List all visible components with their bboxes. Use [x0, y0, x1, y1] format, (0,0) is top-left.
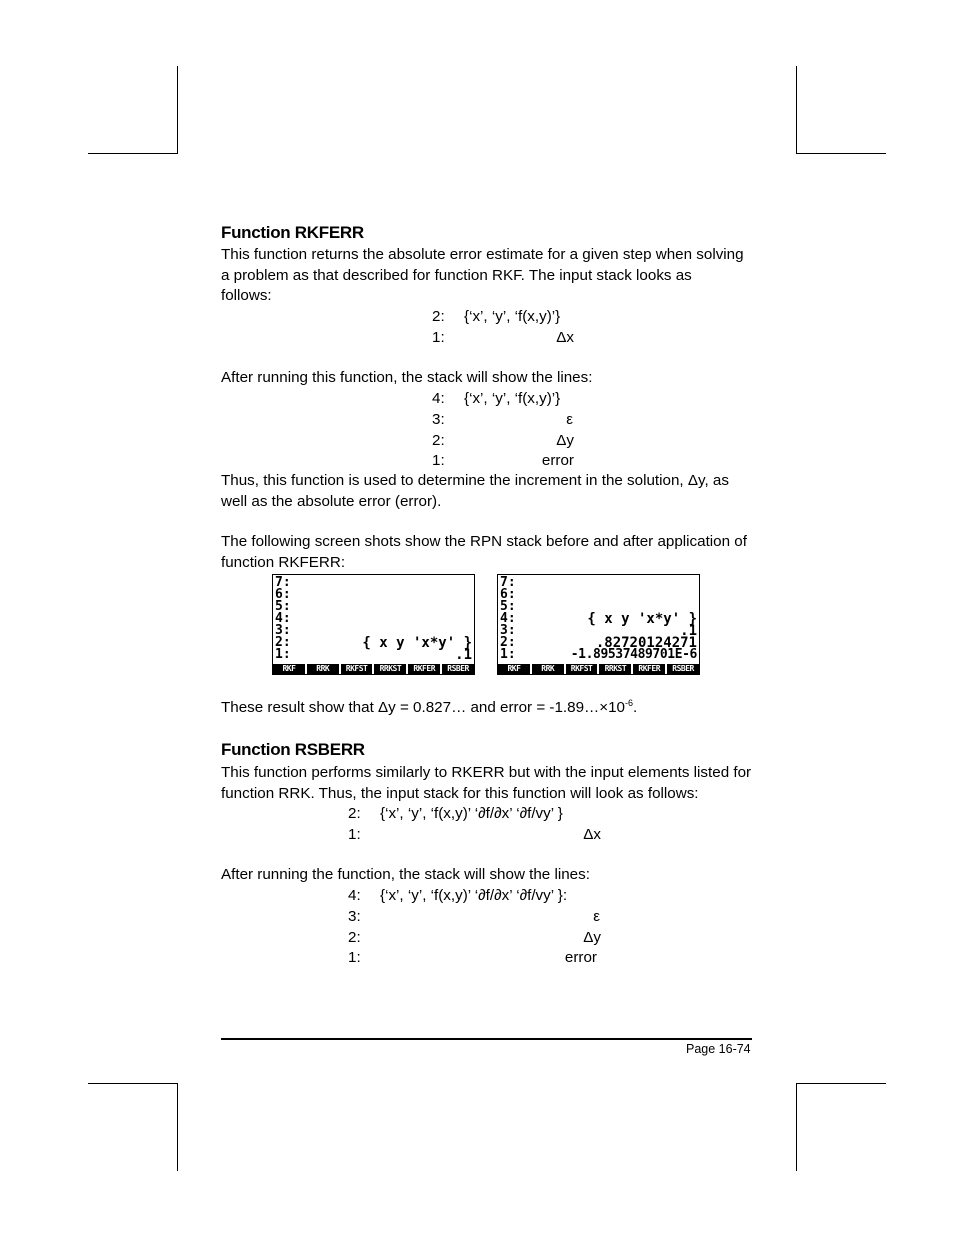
- stack-value: Δx: [556, 329, 574, 346]
- stack-level: 2:: [432, 308, 445, 325]
- screen-row: 4:: [500, 611, 516, 626]
- stack-level: 3:: [432, 411, 445, 428]
- crop-mark: [177, 66, 178, 154]
- softkey-rkf[interactable]: RKF: [273, 664, 305, 674]
- section-heading-rkferr: Function RKFERR: [221, 223, 364, 242]
- softkey-rkf[interactable]: RKF: [498, 664, 530, 674]
- text-line: a problem as that described for function RKF. The input stack looks as: [221, 266, 692, 284]
- screen-value: { x y 'x*y' }: [587, 611, 697, 627]
- text-line: This function returns the absolute error estimate for a given step when solving: [221, 246, 744, 263]
- stack-value: error: [541, 452, 574, 469]
- input-stack: [348, 804, 603, 846]
- softkey-rrkst[interactable]: RRKST: [599, 664, 631, 674]
- screen-row: 5:: [500, 599, 516, 614]
- stack-level: 2:: [348, 929, 361, 946]
- paragraph-rsberr-after: After running the function, the stack will show the lines:: [221, 866, 590, 883]
- screen-value: .1: [455, 647, 472, 663]
- crop-mark: [796, 153, 886, 154]
- crop-mark: [796, 66, 797, 154]
- stack-value: ε: [566, 411, 573, 428]
- crop-mark: [88, 1083, 178, 1084]
- text-line: Thus, this function is used to determine the increment in the solution, Δy, as: [221, 472, 729, 489]
- stack-level: 1:: [432, 452, 445, 469]
- input-stack: [432, 307, 577, 349]
- screen-row: 5:: [275, 599, 291, 614]
- result-text: These result show that Δy = 0.827… and error = -1.89…×10: [221, 699, 625, 716]
- crop-mark: [796, 1083, 797, 1171]
- paragraph-rsberr-intro: [221, 763, 756, 804]
- screen-row: 1:: [500, 647, 516, 662]
- screen-row: 3:: [500, 623, 516, 638]
- softkey-rrk[interactable]: RRK: [532, 664, 564, 674]
- result-exponent: -6: [624, 698, 633, 708]
- stack-value: {‘x’, ‘y’, ‘f(x,y)’ ‘∂f/∂x’ ‘∂f/vy’ }:: [380, 887, 568, 904]
- screen-value: .82720124271: [595, 635, 697, 651]
- text-line: well as the absolute error (error).: [221, 492, 442, 510]
- stack-value: {‘x’, ‘y’, ‘f(x,y)’}: [464, 390, 561, 407]
- softkey-rkfer[interactable]: RKFER: [633, 664, 665, 674]
- crop-mark: [796, 1083, 886, 1084]
- screen-value: .1: [680, 623, 697, 639]
- screen-row: 6:: [275, 587, 291, 602]
- output-stack: [432, 389, 577, 473]
- paragraph-screenshots: [221, 532, 756, 573]
- stack-level: 2:: [348, 805, 361, 822]
- paragraph-after: After running this function, the stack will show the lines:: [221, 369, 593, 386]
- softkey-menu: [498, 664, 699, 674]
- paragraph-intro: [221, 245, 756, 307]
- crop-mark: [177, 1083, 178, 1171]
- softkey-rsber[interactable]: RSBER: [667, 664, 699, 674]
- stack-value: {‘x’, ‘y’, ‘f(x,y)’}: [464, 308, 561, 325]
- text-line: The following screen shots show the RPN stack before and after application of: [221, 533, 747, 550]
- text-line: This function performs similarly to RKERR but with the input elements listed for: [221, 764, 752, 781]
- calculator-screen-before: [272, 574, 475, 675]
- page-number: Page 16-74: [686, 1042, 751, 1056]
- screen-row: 4:: [275, 611, 291, 626]
- text-line: function RKFERR:: [221, 553, 346, 571]
- stack-level: 1:: [432, 329, 445, 346]
- stack-value: ε: [593, 908, 600, 925]
- screen-row: 7:: [275, 575, 291, 590]
- softkey-rrkst[interactable]: RRKST: [374, 664, 406, 674]
- stack-level: 4:: [432, 390, 445, 407]
- softkey-rrk[interactable]: RRK: [307, 664, 339, 674]
- text-line: follows:: [221, 287, 272, 304]
- stack-level: 1:: [348, 826, 361, 843]
- screen-row: 7:: [500, 575, 516, 590]
- stack-value: Δy: [556, 432, 574, 449]
- footer-rule: [221, 1038, 752, 1040]
- screen-row: 2:: [275, 635, 291, 650]
- output-stack: [348, 886, 603, 970]
- calculator-screen-after: [497, 574, 700, 675]
- paragraph-result: [221, 693, 756, 719]
- stack-value: {‘x’, ‘y’, ‘f(x,y)’ ‘∂f/∂x’ ‘∂f/vy’ }: [380, 805, 563, 822]
- stack-level: 3:: [348, 908, 361, 925]
- stack-level: 1:: [348, 949, 361, 966]
- softkey-rsber[interactable]: RSBER: [442, 664, 474, 674]
- text-line: function RRK. Thus, the input stack for this function will look as follows:: [221, 784, 699, 802]
- screen-row: 6:: [500, 587, 516, 602]
- stack-level: 4:: [348, 887, 361, 904]
- softkey-rkfst[interactable]: RKFST: [566, 664, 598, 674]
- result-end: .: [633, 699, 638, 716]
- screen-row: 3:: [275, 623, 291, 638]
- screen-row: 2:: [500, 635, 516, 650]
- stack-value: Δy: [583, 929, 601, 946]
- screen-row: 1:: [275, 647, 291, 662]
- stack-value: error: [564, 949, 597, 966]
- crop-mark: [88, 153, 178, 154]
- softkey-menu: [273, 664, 474, 674]
- softkey-rkfst[interactable]: RKFST: [341, 664, 373, 674]
- paragraph-thus: [221, 471, 756, 512]
- softkey-rkfer[interactable]: RKFER: [408, 664, 440, 674]
- section-heading-rsberr: Function RSBERR: [221, 740, 365, 759]
- stack-value: Δx: [583, 826, 601, 843]
- stack-level: 2:: [432, 432, 445, 449]
- screen-value: -1.89537489701E-6: [570, 647, 697, 662]
- screen-value: { x y 'x*y' }: [362, 635, 472, 651]
